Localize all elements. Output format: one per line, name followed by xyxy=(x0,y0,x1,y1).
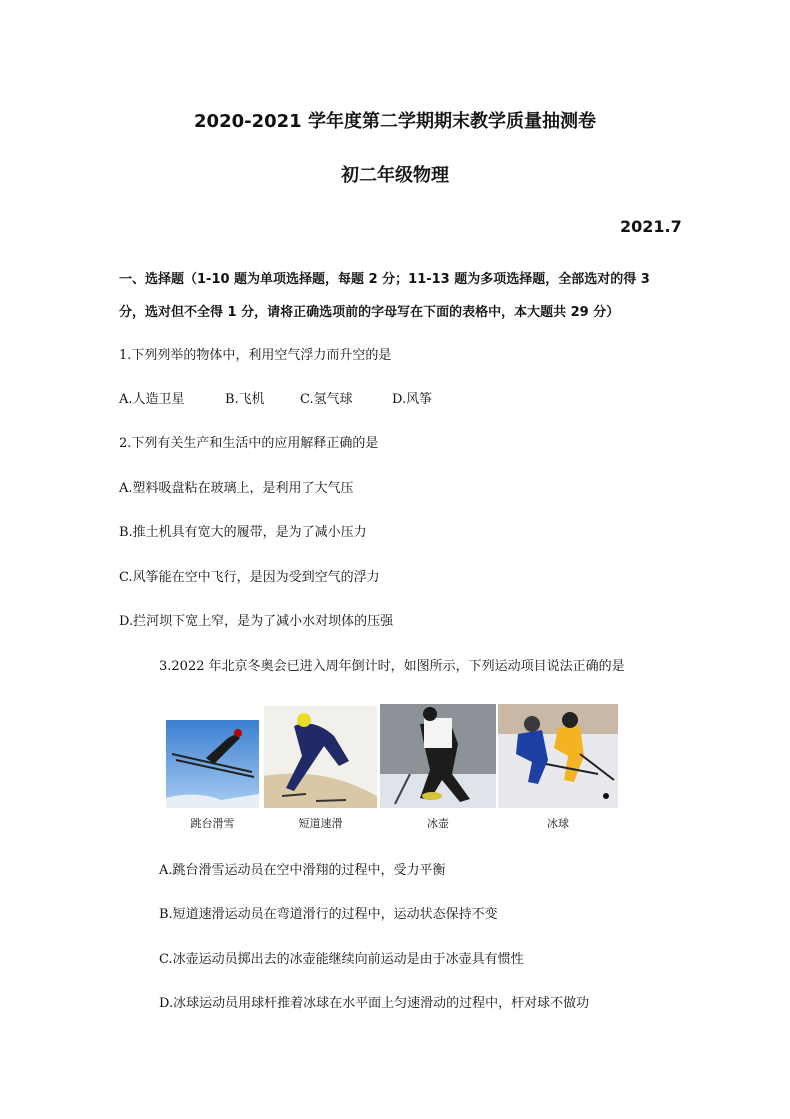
speed-skating-caption: 短道速滑 xyxy=(298,817,343,830)
section-instructions-line1: 一、选择题（1-10 题为单项选择题，每题 2 分；11-13 题为多项选择题，全部选对的得 3 xyxy=(119,272,650,287)
section-instructions-line2: 分，选对但不全得 1 分，请将正确选项前的字母写在下面的表格中，本大题共 29 分） xyxy=(119,305,620,320)
question-3-option-c: C.冰壶运动员掷出去的冰壶能继续向前运动是由于冰壶具有惯性 xyxy=(159,952,524,967)
speed-skating-photo xyxy=(264,706,377,808)
curling-photo xyxy=(380,704,496,808)
question-2-option-d: D.拦河坝下宽上窄，是为了减小水对坝体的压强 xyxy=(119,614,394,629)
question-3-stem: 3.2022 年北京冬奥会已进入周年倒计时，如图所示，下列运动项目说法正确的是 xyxy=(159,659,625,674)
ice-hockey-photo xyxy=(498,704,618,808)
ski-jump-photo xyxy=(166,720,259,808)
curling-caption: 冰壶 xyxy=(427,817,449,830)
question-2-option-b: B.推土机具有宽大的履带，是为了减小压力 xyxy=(119,525,367,540)
ski-jump-caption: 跳台滑雪 xyxy=(190,817,235,830)
question-2-option-c: C.风筝能在空中飞行，是因为受到空气的浮力 xyxy=(119,570,380,585)
question-2-option-a: A.塑料吸盘粘在玻璃上，是利用了大气压 xyxy=(119,481,354,496)
question-3-option-d: D.冰球运动员用球杆推着冰球在水平面上匀速滑动的过程中，杆对球不做功 xyxy=(159,996,590,1011)
question-3-option-b: B.短道速滑运动员在弯道滑行的过程中，运动状态保持不变 xyxy=(159,907,498,922)
question-3-option-a: A.跳台滑雪运动员在空中滑翔的过程中，受力平衡 xyxy=(159,863,446,878)
question-1-option-c: C.氢气球 xyxy=(300,392,353,407)
question-1-stem: 1.下列列举的物体中，利用空气浮力而升空的是 xyxy=(119,348,392,363)
question-2-stem: 2.下列有关生产和生活中的应用解释正确的是 xyxy=(119,436,379,451)
question-1-option-a: A.人造卫星 xyxy=(119,392,185,407)
question-1-option-b: B.飞机 xyxy=(225,392,265,407)
exam-title: 2020-2021 学年度第二学期期末教学质量抽测卷 xyxy=(194,111,596,132)
question-1-option-d: D.风筝 xyxy=(392,392,433,407)
exam-date: 2021.7 xyxy=(620,217,682,236)
ice-hockey-caption: 冰球 xyxy=(547,817,569,830)
exam-subtitle: 初二年级物理 xyxy=(341,165,449,186)
